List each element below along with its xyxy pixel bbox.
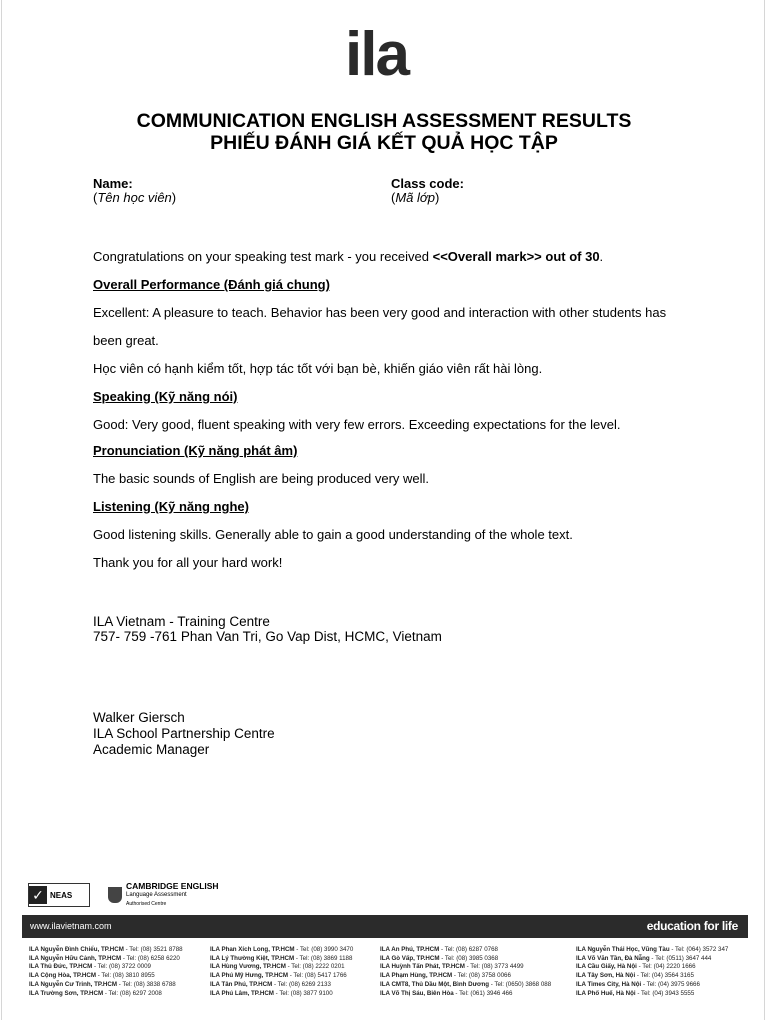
pronunciation-comment: The basic sounds of English are being produced very well. <box>93 471 430 486</box>
branch-list <box>29 946 751 998</box>
branch-item: ILA Hùng Vương, TP.HCM - Tel: (08) 2222 0201 <box>210 963 345 971</box>
class-code-label: Class code: <box>391 176 464 191</box>
signer-name: Walker Giersch <box>93 710 185 725</box>
branch-item: ILA Nguyễn Hữu Cảnh, TP.HCM - Tel: (08) 6258 6220 <box>29 954 180 962</box>
overall-comment-en-line2: been great. <box>93 333 159 348</box>
cambridge-shield-icon <box>108 887 122 903</box>
branch-item: ILA Phạm Hùng, TP.HCM - Tel: (08) 3758 0066 <box>380 972 511 980</box>
branch-item: ILA Lý Thường Kiệt, TP.HCM - Tel: (08) 3869 1188 <box>210 954 353 962</box>
branch-item: ILA Nguyễn Cư Trinh, TP.HCM - Tel: (08) 3838 6788 <box>29 980 176 988</box>
website-link[interactable]: www.ilavietnam.com <box>30 921 112 931</box>
class-code-label-vi: (Mã lớp) <box>391 190 440 205</box>
centre-address: 757- 759 -761 Phan Van Tri, Go Vap Dist, HCMC, Vietnam <box>93 629 442 644</box>
branch-item: ILA An Phú, TP.HCM - Tel: (08) 6287 0768 <box>380 946 498 953</box>
footer-bar <box>22 915 748 938</box>
slogan: education for life <box>646 919 738 933</box>
name-label-vi: (Tên học viên) <box>93 190 177 205</box>
signer-title: Academic Manager <box>93 742 210 757</box>
branch-item: ILA Võ Văn Tần, Đà Nẵng - Tel: (0511) 3647 444 <box>576 954 712 962</box>
title-vietnamese: PHIẾU ĐÁNH GIÁ KẾT QUẢ HỌC TẬP <box>210 132 558 154</box>
overall-comment-vi: Học viên có hạnh kiểm tốt, hợp tác tốt với bạn bè, khiến giáo viên rất hài lòng. <box>93 361 543 376</box>
thanks-line: Thank you for all your hard work! <box>93 555 283 570</box>
branch-item: ILA Võ Thị Sáu, Biên Hòa - Tel: (061) 3946 466 <box>380 989 513 997</box>
centre-name: ILA Vietnam - Training Centre <box>93 614 270 629</box>
neas-logo: ✓ NEAS <box>28 883 90 907</box>
branch-item: ILA Phú Mỹ Hưng, TP.HCM - Tel: (08) 5417 1766 <box>210 972 347 980</box>
branch-item: ILA Tân Phú, TP.HCM - Tel: (08) 6269 2133 <box>210 980 331 988</box>
speaking-heading: Speaking (Kỹ năng nói) <box>93 389 238 404</box>
branch-item: ILA Cầu Giấy, Hà Nội - Tel: (04) 2220 1666 <box>576 963 696 971</box>
branch-item: ILA Nguyễn Đình Chiểu, TP.HCM - Tel: (08) 3521 8788 <box>29 946 183 953</box>
branch-item: ILA Thủ Đức, TP.HCM - Tel: (08) 3722 0009 <box>29 963 151 971</box>
branch-item: ILA Times City, Hà Nội - Tel: (04) 3975 9666 <box>576 980 700 988</box>
branch-item: ILA Cộng Hòa, TP.HCM - Tel: (08) 3810 8955 <box>29 972 155 980</box>
ila-logo: ila <box>345 20 408 89</box>
intro-paragraph: Congratulations on your speaking test mark - you received <<Overall mark>> out of 30. <box>93 249 604 264</box>
pronunciation-heading: Pronunciation (Kỹ năng phát âm) <box>93 443 298 458</box>
cambridge-english-logo: CAMBRIDGE ENGLISH Language Assessment Authorised Centre <box>108 882 219 909</box>
branch-item: ILA Nguyễn Thái Học, Vũng Tàu - Tel: (064) 3572 347 <box>576 946 729 953</box>
name-label: Name: <box>93 176 133 191</box>
branch-item: ILA Tây Sơn, Hà Nội - Tel: (04) 3564 3165 <box>576 972 694 980</box>
branch-item: ILA Trường Sơn, TP.HCM - Tel: (08) 6297 2008 <box>29 989 162 997</box>
listening-comment: Good listening skills. Generally able to gain a good understanding of the whole text. <box>93 527 573 542</box>
overall-mark: <<Overall mark>> out of 30 <box>432 249 600 264</box>
speaking-comment: Good: Very good, fluent speaking with very few errors. Exceeding expectations for the level. <box>93 417 621 432</box>
branch-item: ILA Gò Vấp, TP.HCM - Tel: (08) 3985 0368 <box>380 954 499 962</box>
listening-heading: Listening (Kỹ năng nghe) <box>93 499 249 514</box>
branch-item: ILA CMT8, Thủ Dầu Một, Bình Dương - Tel: (0650) 3868 088 <box>380 980 552 988</box>
accreditation-logos <box>28 882 219 908</box>
checkmark-icon: ✓ <box>29 886 47 904</box>
branch-item: ILA Huỳnh Tấn Phát, TP.HCM - Tel: (08) 3773 4499 <box>380 963 524 971</box>
branch-item: ILA Phú Lâm, TP.HCM - Tel: (08) 3877 9100 <box>210 989 333 997</box>
overall-heading: Overall Performance (Đánh giá chung) <box>93 277 330 292</box>
overall-comment-en-line1: Excellent: A pleasure to teach. Behavior has been very good and interaction with other students has <box>93 305 667 320</box>
signer-organisation: ILA School Partnership Centre <box>93 726 275 741</box>
branch-item: ILA Phố Huế, Hà Nội - Tel: (04) 3943 5555 <box>576 989 695 997</box>
branch-item: ILA Phan Xích Long, TP.HCM - Tel: (08) 3990 3470 <box>210 946 354 953</box>
title-english: COMMUNICATION ENGLISH ASSESSMENT RESULTS <box>136 110 632 132</box>
